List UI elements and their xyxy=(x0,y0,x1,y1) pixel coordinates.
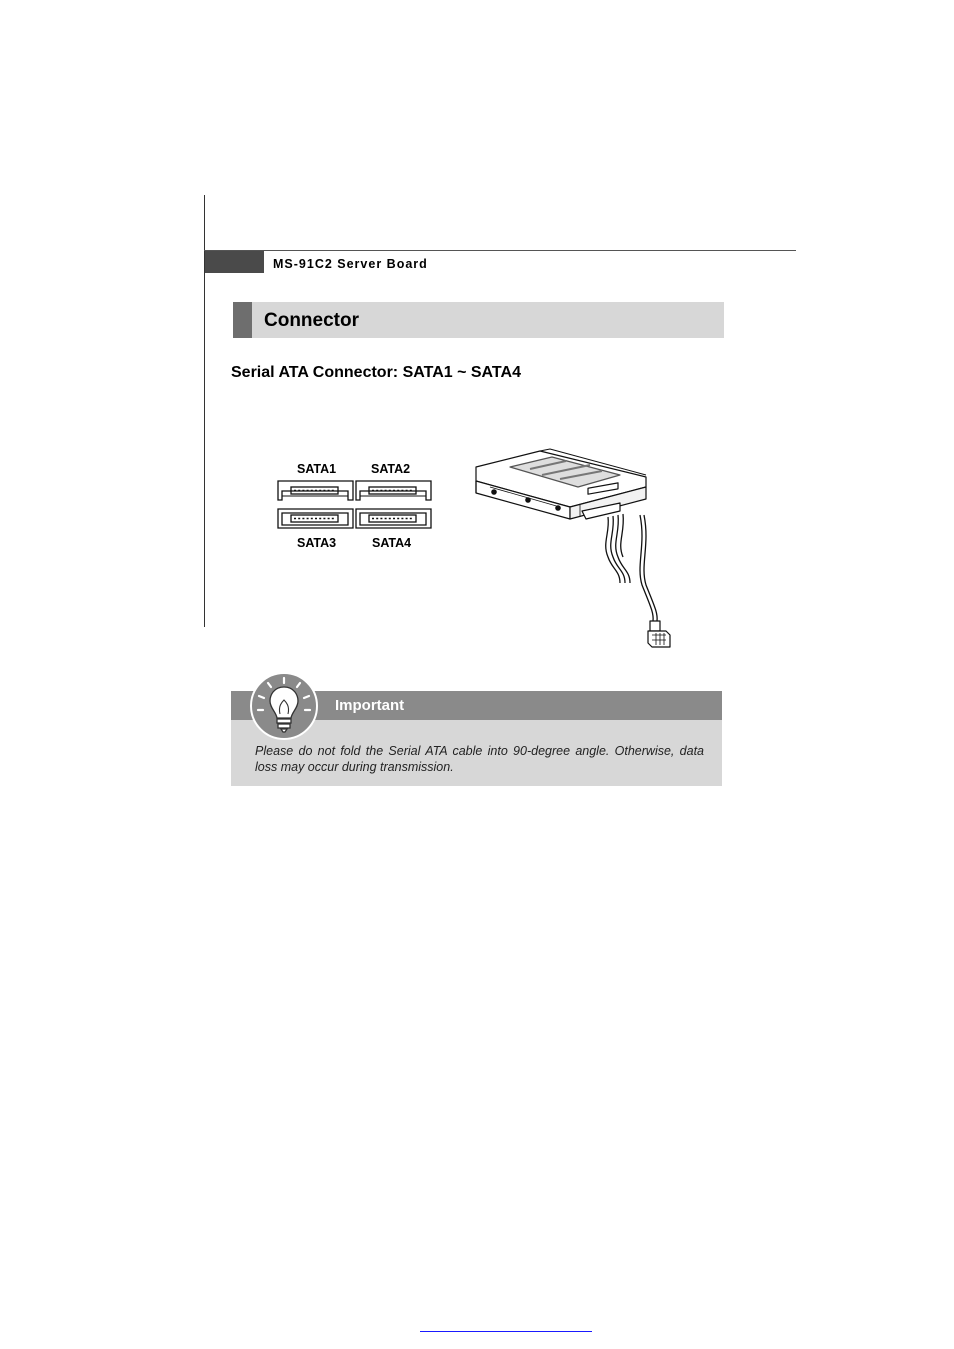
footer-link-underline xyxy=(420,1331,592,1332)
sata-connector-diagram xyxy=(276,479,432,531)
lightbulb-icon xyxy=(248,670,320,742)
section-title: Connector xyxy=(264,310,359,331)
sata3-connector xyxy=(278,509,353,528)
sata4-connector xyxy=(356,509,431,528)
section-banner xyxy=(233,302,724,338)
header-tab xyxy=(205,251,264,273)
sata3-label: SATA3 xyxy=(297,536,337,550)
sata1-connector xyxy=(278,481,353,500)
section-accent-bar xyxy=(233,302,252,338)
sata4-label: SATA4 xyxy=(372,536,412,550)
sata2-label: SATA2 xyxy=(371,462,411,476)
header-rule xyxy=(204,250,796,251)
important-text: Please do not fold the Serial ATA cable into 90-degree angle. Otherwise, data loss may occur during transmission. xyxy=(255,744,704,774)
sata2-connector xyxy=(356,481,431,500)
hard-drive-illustration xyxy=(470,445,680,653)
header-title: MS-91C2 Server Board xyxy=(273,257,428,271)
subheading: Serial ATA Connector: SATA1 ~ SATA4 xyxy=(231,364,521,381)
important-title: Important xyxy=(335,697,405,714)
sata1-label: SATA1 xyxy=(297,462,337,476)
